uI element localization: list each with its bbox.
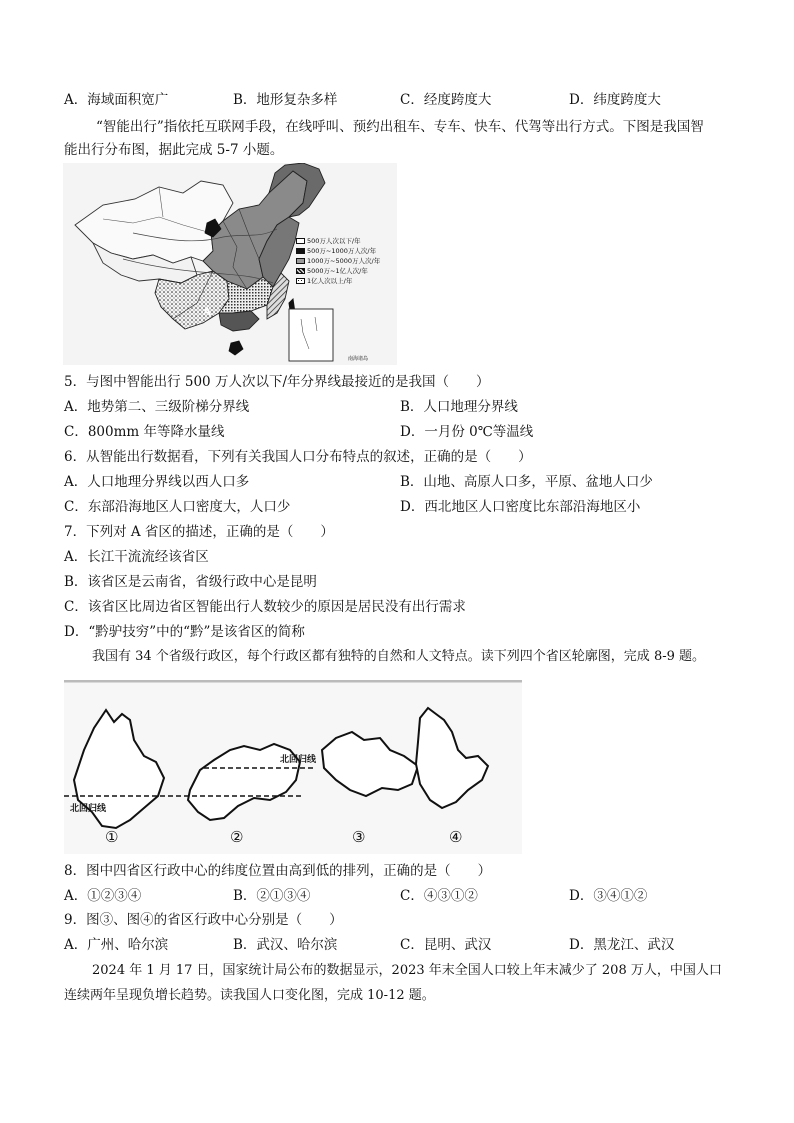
q4-option-c: C．经度跨度大 <box>400 92 492 108</box>
q4-option-a: A．海域面积宽广 <box>64 92 169 108</box>
inset-label: 南海诸岛 <box>348 356 369 362</box>
legend-row-4 <box>296 266 396 276</box>
intro-10-12-line1: 2024 年 1 月 17 日，国家统计局公布的数据显示，2023 年末全国人口较上年末减少了 208 万人，中国人口 <box>92 963 722 978</box>
figure-number-1: ① <box>105 828 119 846</box>
q8-option-d: D．③④①② <box>569 888 648 904</box>
q5-options-row1 <box>0 398 794 416</box>
q6-option-a: A．人口地理分界线以西人口多 <box>64 474 250 490</box>
q5-option-a: A．地势第二、三级阶梯分界线 <box>64 399 250 415</box>
figure-number-2: ② <box>230 828 244 846</box>
q9-option-b: B．武汉、哈尔滨 <box>233 937 338 953</box>
legend-label-2: 500万~1000万人次/年 <box>307 247 377 255</box>
legend-row-2 <box>296 246 396 256</box>
legend-swatch-black <box>296 248 305 254</box>
q5-stem: 5．与图中智能出行 500 万人次以下/年分界线最接近的是我国（ ） <box>64 374 490 390</box>
legend-row-1 <box>296 236 396 246</box>
q7-option-c: C．该省区比周边省区智能出行人数较少的原因是居民没有出行需求 <box>64 599 466 615</box>
q7-option-a: A．长江干流流经该省区 <box>64 549 209 565</box>
q9-option-d: D．黑龙江、武汉 <box>569 937 675 953</box>
q6-option-d: D．西北地区人口密度比东部沿海地区小 <box>400 499 641 515</box>
q6-option-b: B．山地、高原人口多，平原、盆地人口少 <box>400 474 653 490</box>
q6-options-row1 <box>0 473 794 491</box>
q5-options-row2 <box>0 423 794 441</box>
figure-number-4: ④ <box>449 828 463 846</box>
legend-swatch-dots <box>296 278 305 284</box>
legend-row-3 <box>296 256 396 266</box>
legend-label-4: 5000万~1亿人次/年 <box>307 267 368 275</box>
legend-label-3: 1000万~5000万人次/年 <box>307 257 381 265</box>
q6-option-c: C．东部沿海地区人口密度大，人口少 <box>64 499 291 515</box>
legend-swatch-hatch <box>296 268 305 274</box>
figure-number-3: ③ <box>352 828 366 846</box>
legend-label-5: 1亿人次以上/年 <box>307 277 353 285</box>
q7-option-d: D．“黔驴技穷”中的“黔”是该省区的简称 <box>64 624 305 640</box>
legend-row-5 <box>296 276 396 286</box>
q9-option-c: C．昆明、武汉 <box>400 937 492 953</box>
q9-option-a: A．广州、哈尔滨 <box>64 937 169 953</box>
intro-10-12-line2: 连续两年呈现负增长趋势。读我国人口变化图，完成 10-12 题。 <box>64 988 435 1003</box>
tropic-label-left: 北回归线 <box>70 804 107 814</box>
legend-swatch-white <box>296 238 305 244</box>
intro-8-9: 我国有 34 个省级行政区，每个行政区都有独特的自然和人文特点。读下列四个省区轮廓图，完成 8-9 题。 <box>92 649 706 664</box>
q8-option-c: C．④③①② <box>400 888 478 904</box>
q4-options <box>0 91 794 109</box>
q8-options <box>0 887 794 905</box>
legend-label-1: 500万人次以下/年 <box>307 237 361 245</box>
q8-stem: 8．图中四省区行政中心的纬度位置由高到低的排列，正确的是（ ） <box>64 863 492 879</box>
q8-option-b: B．②①③④ <box>233 888 311 904</box>
map-legend <box>296 236 396 286</box>
province-a-label: A <box>203 306 211 318</box>
intro-5-7-line1: “智能出行”指依托互联网手段，在线呼叫、预约出租车、专车、快车、代驾等出行方式。下图是我国智 <box>96 119 704 135</box>
q9-stem: 9．图③、图④的省区行政中心分别是（ ） <box>64 912 343 928</box>
q8-option-a: A．①②③④ <box>64 888 142 904</box>
q7-stem: 7．下列对 A 省区的描述，正确的是（ ） <box>64 524 334 540</box>
q5-option-c: C．800mm 年等降水量线 <box>64 424 225 440</box>
q6-stem: 6．从智能出行数据看，下列有关我国人口分布特点的叙述，正确的是（ ） <box>64 449 532 465</box>
q4-option-d: D．纬度跨度大 <box>569 92 661 108</box>
q5-option-b: B．人口地理分界线 <box>400 399 518 415</box>
q7-option-b: B．该省区是云南省，省级行政中心是昆明 <box>64 574 317 590</box>
q5-option-d: D．一月份 0℃等温线 <box>400 424 534 440</box>
q6-options-row2 <box>0 498 794 516</box>
q9-options <box>0 936 794 954</box>
q4-option-b: B．地形复杂多样 <box>233 92 338 108</box>
legend-swatch-grey <box>296 258 305 264</box>
intro-5-7-line2: 能出行分布图，据此完成 5-7 小题。 <box>64 142 284 158</box>
tropic-label-right: 北回归线 <box>280 755 317 765</box>
